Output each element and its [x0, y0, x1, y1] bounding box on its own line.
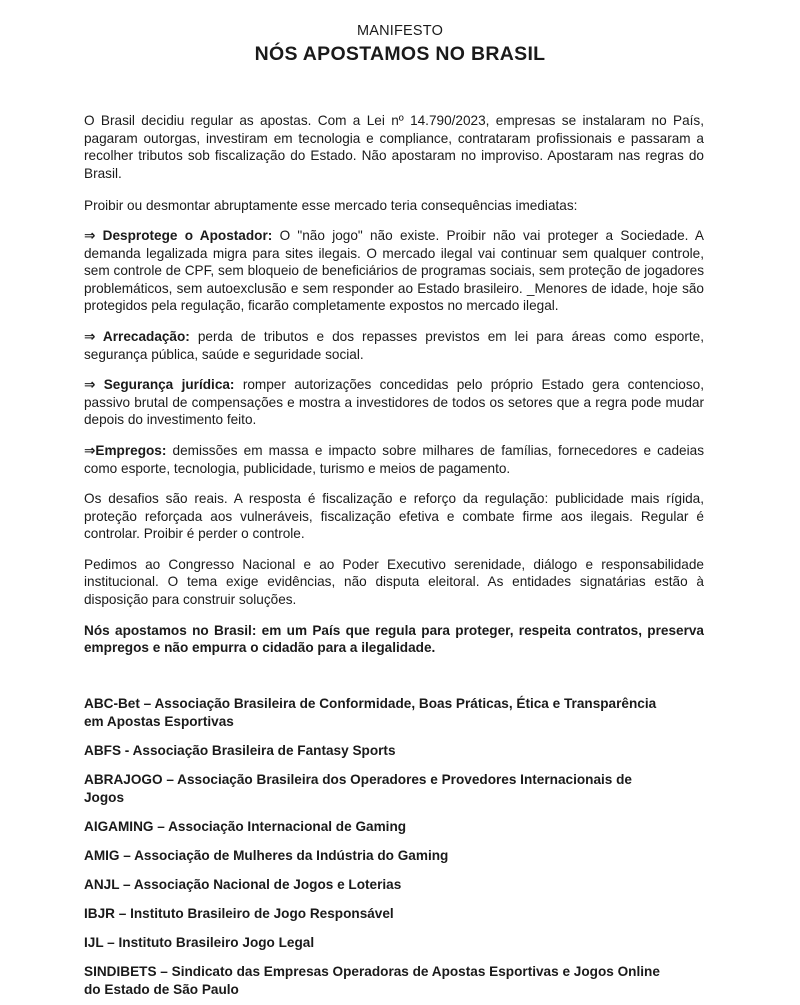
- intro-paragraph: O Brasil decidiu regular as apostas. Com a Lei nº 14.790/2023, empresas se instalaram no País, pagaram outorgas, investiram em tecnologia e compliance, contrataram profissionais e passaram a recolher tributos sob fiscalização do Estado. Não apostaram no improviso. Apostaram nas regras do Brasil.: [84, 113, 704, 181]
- closing-statement: Nós apostamos no Brasil: em um País que regula para proteger, respeita contratos, preserva empregos e não empurra o cidadão para a ilegalidade.: [84, 622, 704, 656]
- point-text: romper autorizações concedidas pelo próprio Estado gera contencioso, passivo brutal de compensações e mostra a investidores de todos os setores que a regra pode mudar depois do investimento feito.: [84, 377, 704, 428]
- challenges-paragraph: Os desafios são reais. A resposta é fiscalização e reforço da regulação: publicidade mais rígida, proteção reforçada aos vulneráveis, fiscalização efetiva e combate firme aos ilegais. Regular é controlar. Proibir é perder o controle.: [84, 491, 704, 542]
- signatory-entry: SINDIBETS – Sindicato das Empresas Operadoras de Apostas Esportivas e Jogos Online do Estado de São Paulo: [84, 963, 660, 997]
- point-label: ⇒Empregos:: [84, 442, 167, 458]
- document-kicker: MANIFESTO: [356, 23, 444, 39]
- point-paragraph: [84, 442, 704, 477]
- point-label: ⇒ Desprotege o Apostador:: [84, 227, 273, 243]
- document-body: [84, 112, 704, 657]
- signatory-entry: AMIG – Associação de Mulheres da Indústria do Gaming: [84, 847, 449, 863]
- lead-paragraph: Proibir ou desmontar abruptamente esse mercado teria consequências imediatas:: [84, 198, 578, 214]
- point-text: demissões em massa e impacto sobre milhares de famílias, fornecedores e cadeias como esporte, tecnologia, publicidade, turismo e meios de pagamento.: [84, 442, 704, 476]
- appeal-paragraph: Pedimos ao Congresso Nacional e ao Poder Executivo serenidade, diálogo e responsabilidade institucional. O tema exige evidências, não disputa eleitoral. As entidades signatárias estão à disposição para construir soluções.: [84, 556, 704, 608]
- document-title: NÓS APOSTAMOS NO BRASIL: [254, 43, 546, 65]
- point-paragraph: [84, 227, 704, 315]
- document-header: [96, 22, 704, 66]
- point-text: O "não jogo" não existe. Proibir não vai proteger a Sociedade. A demanda legalizada migra para sites ilegais. O mercado ilegal vai continuar sem qualquer controle, sem controle de CPF, sem bloqueio de beneficiários de programas sociais, sem proteção de jogadores problemáticos, sem autoexclusão e sem responder ao Estado brasileiro. _Menores de idade, hoje são protegidos pela regulação, ficarão completamente expostos no mercado ilegal.: [84, 227, 704, 314]
- point-paragraph: [84, 376, 704, 429]
- point-label: ⇒ Segurança jurídica:: [84, 377, 235, 393]
- signatory-entry: ANJL – Associação Nacional de Jogos e Loterias: [84, 876, 402, 892]
- point-text: perda de tributos e dos repasses previstos em lei para áreas como esporte, segurança pública, saúde e seguridade social.: [84, 328, 704, 362]
- signatory-entry: ABRAJOGO – Associação Brasileira dos Operadores e Provedores Internacionais de Jogos: [84, 771, 632, 805]
- signatories-list: [84, 695, 704, 999]
- signatory-entry: IBJR – Instituto Brasileiro de Jogo Responsável: [84, 905, 394, 921]
- signatory-entry: IJL – Instituto Brasileiro Jogo Legal: [84, 934, 315, 950]
- point-paragraph: [84, 328, 704, 363]
- signatory-entry: AIGAMING – Associação Internacional de Gaming: [84, 818, 407, 834]
- signatory-entry: ABFS - Associação Brasileira de Fantasy Sports: [84, 742, 396, 758]
- signatory-entry: ABC-Bet – Associação Brasileira de Conformidade, Boas Práticas, Ética e Transparência em Apostas Esportivas: [84, 695, 657, 729]
- point-label: ⇒ Arrecadação:: [84, 328, 190, 344]
